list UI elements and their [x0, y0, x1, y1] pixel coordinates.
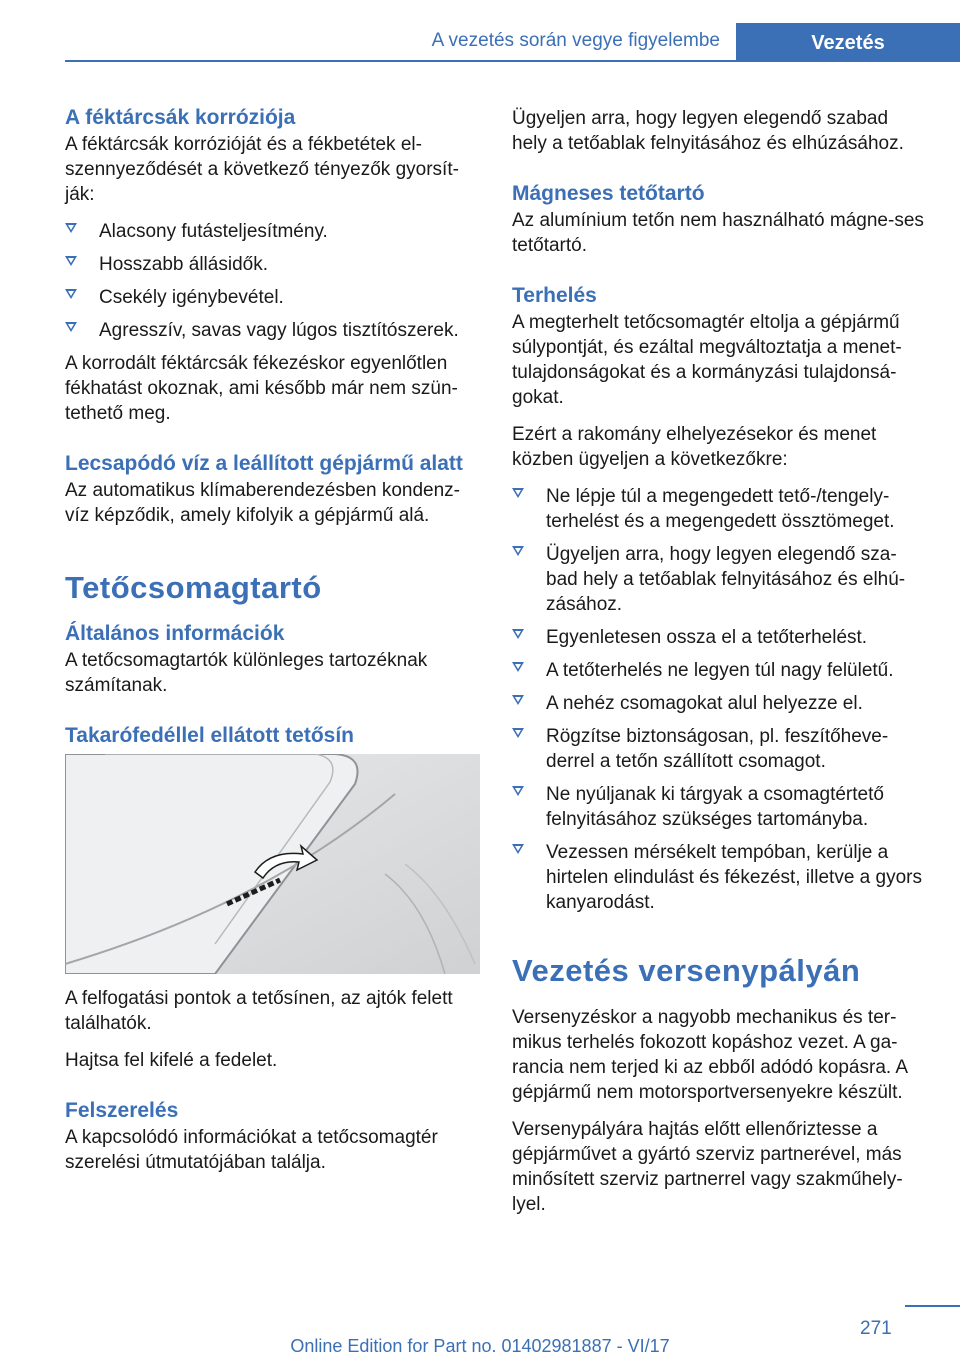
list-item-text: Ne nyúljanak ki tárgyak a csomagtértető felnyitásához szükséges tartományba. — [546, 784, 884, 830]
list-item — [65, 285, 477, 310]
triangle-bullet-icon — [512, 844, 524, 854]
list-item — [512, 691, 927, 716]
running-header-section: A vezetés során vegye figyelembe — [431, 30, 720, 51]
list-item — [512, 840, 927, 915]
footer-rule — [905, 1305, 960, 1307]
page-number: 271 — [860, 1318, 892, 1339]
chapter-tab[interactable]: Vezetés — [736, 23, 960, 62]
list-item — [512, 658, 927, 683]
list-item — [65, 318, 477, 343]
list-item-text: Ne lépje túl a megengedett tető-/tengely-terhelést és a megengedett össztömeget. — [546, 486, 895, 532]
list-item-text: Hosszabb állásidők. — [99, 254, 268, 275]
list-item — [65, 252, 477, 277]
heading-load: Terhelés — [512, 284, 597, 307]
heading-condensation: Lecsapódó víz a leállított gépjármű alatt — [65, 452, 463, 475]
triangle-bullet-icon — [512, 786, 524, 796]
list-item-text: Vezessen mérsékelt tempóban, kerülje a hirtelen elindulást és fékezést, illetve a gyors kanyarodást. — [546, 842, 922, 913]
triangle-bullet-icon — [512, 728, 524, 738]
list-item — [512, 625, 927, 650]
list-item-text: Agresszív, savas vagy lúgos tisztítószerek. — [99, 320, 459, 341]
heading-roof-rack: Tetőcsomagtartó — [65, 570, 322, 605]
triangle-bullet-icon — [65, 289, 77, 299]
edition-footer: Online Edition for Part no. 01402981887 - VI/17 — [290, 1336, 670, 1356]
triangle-bullet-icon — [512, 695, 524, 705]
paragraph: Az alumínium tetőn nem használható mágne-ses tetőtartó. — [512, 210, 924, 256]
list-item — [512, 782, 927, 832]
list-item — [65, 219, 477, 244]
heading-race-track-driving: Vezetés versenypályán — [512, 953, 861, 988]
triangle-bullet-icon — [65, 223, 77, 233]
list-item-text: Ügyeljen arra, hogy legyen elegendő sza-bad hely a tetőablak felnyitásához és elhú-zásához. — [546, 544, 906, 615]
paragraph: A kapcsolódó információkat a tetőcsomagtér szerelési útmutatójában találja. — [65, 1127, 438, 1173]
list-item-text: Csekély igénybevétel. — [99, 287, 284, 308]
triangle-bullet-icon — [512, 546, 524, 556]
left-column — [65, 106, 477, 1187]
paragraph: A féktárcsák korrózióját és a fékbetétek el-szennyeződését a következő tényezők gyorsít-ják: — [65, 134, 459, 205]
list-item-text: Egyenletesen ossza el a tetőterhelést. — [546, 627, 868, 648]
bullet-list — [512, 484, 927, 915]
heading-roof-rail-cover: Takarófedéllel ellátott tetősín — [65, 724, 355, 747]
paragraph: A felfogatási pontok a tetősínen, az ajtók felett találhatók. — [65, 988, 453, 1034]
triangle-bullet-icon — [512, 629, 524, 639]
triangle-bullet-icon — [65, 322, 77, 332]
paragraph: Hajtsa fel kifelé a fedelet. — [65, 1050, 278, 1071]
paragraph: A korrodált féktárcsák fékezéskor egyenlőtlen fékhatást okoznak, ami később már nem szün-tethető meg. — [65, 353, 458, 424]
header-rule — [65, 60, 960, 62]
right-column — [512, 106, 927, 1229]
list-item — [512, 724, 927, 774]
triangle-bullet-icon — [512, 662, 524, 672]
bullet-list — [65, 219, 477, 343]
heading-brake-disc-corrosion: A féktárcsák korróziója — [65, 106, 296, 129]
heading-magnetic-roof-rack: Mágneses tetőtartó — [512, 182, 705, 205]
paragraph: Versenyzéskor a nagyobb mechanikus és ter-mikus terhelés fokozott kopáshoz vezet. A ga-rancia nem terjed ki az ebből adódó kopásra. A gépjármű nem motorsportversenyekre készült. — [512, 1007, 908, 1103]
list-item — [512, 484, 927, 534]
paragraph: Az automatikus klímaberendezésben kondenz-víz képződik, amely kifolyik a gépjármű alá. — [65, 480, 461, 526]
triangle-bullet-icon — [65, 256, 77, 266]
heading-installation: Felszerelés — [65, 1099, 179, 1122]
paragraph: Ezért a rakomány elhelyezésekor és menet közben ügyeljen a következőkre: — [512, 424, 877, 470]
triangle-bullet-icon — [512, 488, 524, 498]
heading-general-info: Általános információk — [65, 622, 285, 645]
paragraph: A tetőcsomagtartók különleges tartozéknak számítanak. — [65, 650, 428, 696]
list-item-text: A nehéz csomagokat alul helyezze el. — [546, 693, 863, 714]
list-item-text: Rögzítse biztonságosan, pl. feszítőheve-derrel a tetőn szállított csomagot. — [546, 726, 889, 772]
paragraph: A megterhelt tetőcsomagtér eltolja a gépjármű súlypontját, és ezáltal megváltoztatja a menet-tulajdonságokat és a kormányzási tulajdonsá-gokat. — [512, 312, 902, 408]
paragraph: Versenypályára hajtás előtt ellenőriztesse a gépjárművet a gyártó szerviz partnerével, más minősített szerviz partnerrel vagy szakműhely-lyel. — [512, 1119, 903, 1215]
roof-rail-cover-illustration — [65, 754, 480, 974]
paragraph: Ügyeljen arra, hogy legyen elegendő szabad hely a tetőablak felnyitásához és elhúzásához. — [512, 108, 904, 154]
list-item-text: Alacsony futásteljesítmény. — [99, 221, 328, 242]
list-item-text: A tetőterhelés ne legyen túl nagy felületű. — [546, 660, 894, 681]
list-item — [512, 542, 927, 617]
